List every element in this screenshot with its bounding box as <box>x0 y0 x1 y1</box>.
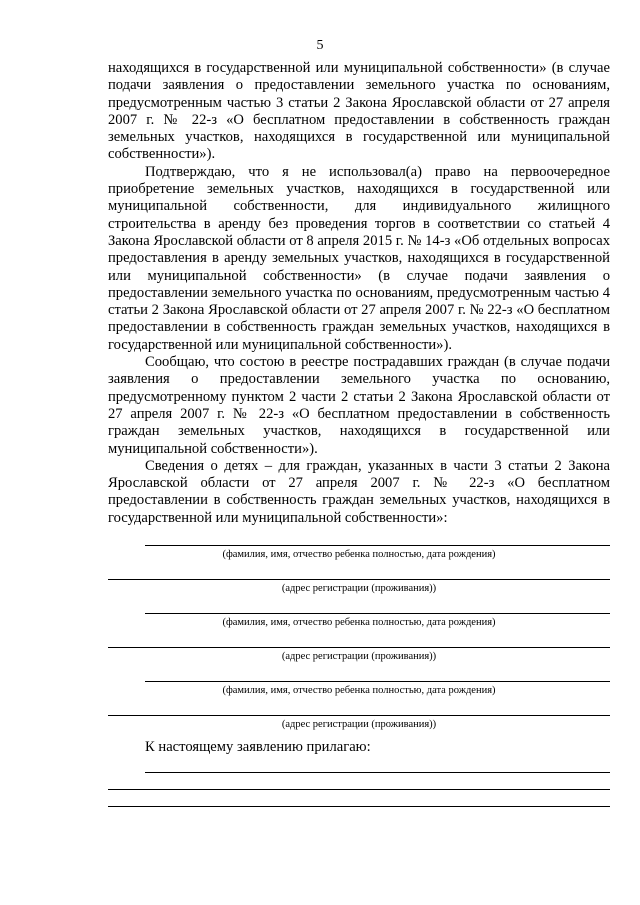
page-number: 5 <box>316 38 324 53</box>
child-3-address-line[interactable] <box>108 699 610 716</box>
child-2-address-line[interactable] <box>108 631 610 648</box>
paragraph-registry: Сообщаю, что состою в реестре пострадавших граждан (в случае подачи заявления о предоставлении земельного участка по основанию, предусмотренному пунктом 2 части 2 статьи 2 Закона Ярославской области от 27 апреля 2007 г. № 22-з «О бесплатном предоставлении в собственность граждан земельных участков, находящихся в государственной или муниципальной собственности»). <box>108 354 610 457</box>
child-1-address-line[interactable] <box>108 563 610 580</box>
attachment-line-1[interactable] <box>145 756 610 773</box>
paragraph-children-info: Сведения о детях – для граждан, указанных в части 3 статьи 2 Закона Ярославской области от 27 апреля 2007 г. № 22-з «О бесплатном предоставлении в собственность граждан земельных участков, находящихся в государственной или муниципальной собственности»: <box>108 457 610 526</box>
children-fields <box>108 529 610 733</box>
child-1-name-caption: (фамилия, имя, отчество ребенка полностью, дата рождения) <box>222 549 496 561</box>
child-2-name-caption: (фамилия, имя, отчество ребенка полностью, дата рождения) <box>222 617 496 629</box>
child-3-name-line[interactable] <box>145 665 610 682</box>
child-1-name-line[interactable] <box>145 529 610 546</box>
child-3-name-caption: (фамилия, имя, отчество ребенка полностью, дата рождения) <box>222 685 496 697</box>
child-1-address-caption: (адрес регистрации (проживания)) <box>281 583 437 595</box>
child-2-name-line[interactable] <box>145 597 610 614</box>
attachment-line-2[interactable] <box>108 773 610 790</box>
document-body <box>108 60 610 807</box>
attachments-label: К настоящему заявлению прилагаю: <box>145 739 371 756</box>
paragraph-confirmation: Подтверждаю, что я не использовал(а) право на первоочередное приобретение земельных участков, находящихся в государственной или муниципальной собственности, для индивидуального жилищного строительства в аренду без проведения торгов в соответствии со статьей 4 Закона Ярославской области от 8 апреля 2015 г. № 14-з «Об отдельных вопросах предоставления в аренду земельных участков, находящихся в государственной или муниципальной собственности» (в случае подачи заявления о предоставлении земельного участка по основаниям, предусмотренным частью 4 статьи 2 Закона Ярославской области от 27 апреля 2007 г. № 22-з «О бесплатном предоставлении в собственность граждан земельных участков, находящихся в государственной или муниципальной собственности»). <box>108 163 610 353</box>
paragraph-continuation: находящихся в государственной или муниципальной собственности» (в случае подачи заявления о предоставлении земельного участка по основаниям, предусмотренным частью 3 статьи 2 Закона Ярославской области от 27 апреля 2007 г. № 22-з «О бесплатном предоставлении в собственность граждан земельных участков, находящихся в государственной или муниципальной собственности»). <box>108 60 610 163</box>
child-2-address-caption: (адрес регистрации (проживания)) <box>281 651 437 663</box>
child-3-address-caption: (адрес регистрации (проживания)) <box>281 719 437 731</box>
attachment-line-3[interactable] <box>108 790 610 807</box>
